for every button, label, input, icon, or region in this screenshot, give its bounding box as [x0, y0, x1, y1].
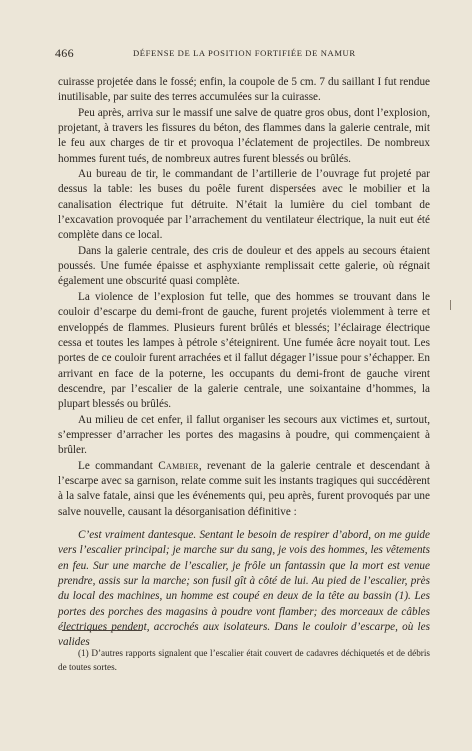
- quote-paragraph: C’est vraiment dantesque. Sentant le besoin de respirer d’abord, on me guide vers l’escalier principal; je marche sur du sang, je vois des hommes, les vêtements en feu. Sur une marche de l’escalier, je frôle un fantassin que la mort est venue prendre, assis sur la marche; son fusil gît à côté de lui. Au pied de l’escalier, près du local des machines, un homme est coupé en deux de la tête au bassin (1). Les portes des porches des magasins à poudre vont flamber; des morceaux de câbles électriques pendent, accrochés aux isolateurs. Dans le couloir d’escarpe, où les valides: [58, 528, 430, 649]
- paragraph: Dans la galerie centrale, des cris de douleur et des appels au secours étaient poussés. Une fumée épaisse et asphyxiante remplissait cette galerie, où régnait également une obscurité quasi complète.: [58, 244, 430, 288]
- paragraph: [58, 459, 430, 520]
- margin-mark: [450, 300, 451, 310]
- running-head: DÉFENSE DE LA POSITION FORTIFIÉE DE NAMUR: [133, 48, 356, 58]
- paragraph: Au milieu de cet enfer, il fallut organiser les secours aux victimes et, surtout, s’empresser d’arracher les portes des magasins à poudre, qui commençaient à brûler.: [58, 413, 430, 457]
- footnote: (1) D’autres rapports signalent que l’escalier était couvert de cadavres déchiquetés et de débris de toutes sortes.: [58, 648, 430, 673]
- paragraph: cuirasse projetée dans le fossé; enfin, la coupole de 5 cm. 7 du saillant I fut rendue inutilisable, par suite des terres accumulées sur la cuirasse.: [58, 76, 430, 104]
- paragraph-text: Le commandant: [78, 459, 159, 472]
- commander-name: Cambier: [158, 459, 199, 472]
- paragraph: Au bureau de tir, le commandant de l’artillerie de l’ouvrage fut projeté par dessus la table: les buses du poêle furent dispersées avec le mobilier et la canalisation électrique fut détruite. N’était la lumière du ciel tombant de l’excavation provoquée par l’arrachement du ventilateur électrique, la nuit eut été complète dans ce local.: [58, 168, 430, 242]
- footnote-rule: [62, 630, 142, 631]
- page-number: 466: [55, 46, 74, 60]
- paragraph: La violence de l’explosion fut telle, que des hommes se trouvant dans le couloir d’escarpe du demi-front de gauche, furent projetés violemment à terre et enveloppés de flammes. Plusieurs furent brûlés et blessés; l’éclairage électrique cessa et toutes les lampes à pétrole s’éteignirent. Une fumée âcre noyait tout. Les portes de ce couloir furent arrachées et il fallut dégager l’issue pour s’échapper. En arrivant en face de la poterne, les occupants du demi-front de gauche virent descendre, par l’escalier de la galerie centrale, une soixantaine d’hommes, la plupart blessés ou brûlés.: [58, 290, 430, 411]
- body-text: [58, 75, 430, 651]
- paragraph-text: , revenant de la galerie centrale et descendant à l’escarpe avec sa garnison, relate comme suit les instants tragiques qui succédèrent à la salve fatale, ainsi que les événements qui, peu après, furent provoqués par une salve nouvelle, causant la désorganisation définitive :: [58, 459, 430, 518]
- page-header: [55, 46, 435, 62]
- paragraph: Peu après, arriva sur le massif une salve de quatre gros obus, dont l’explosion, projetant, à travers les fissures du béton, des flammes dans la galerie centrale, mit le feu aux charges de tir et provoqua l’éclatement de projectiles. De nombreux hommes furent tués, de nombreux autres furent blessés ou brûlés.: [58, 106, 430, 165]
